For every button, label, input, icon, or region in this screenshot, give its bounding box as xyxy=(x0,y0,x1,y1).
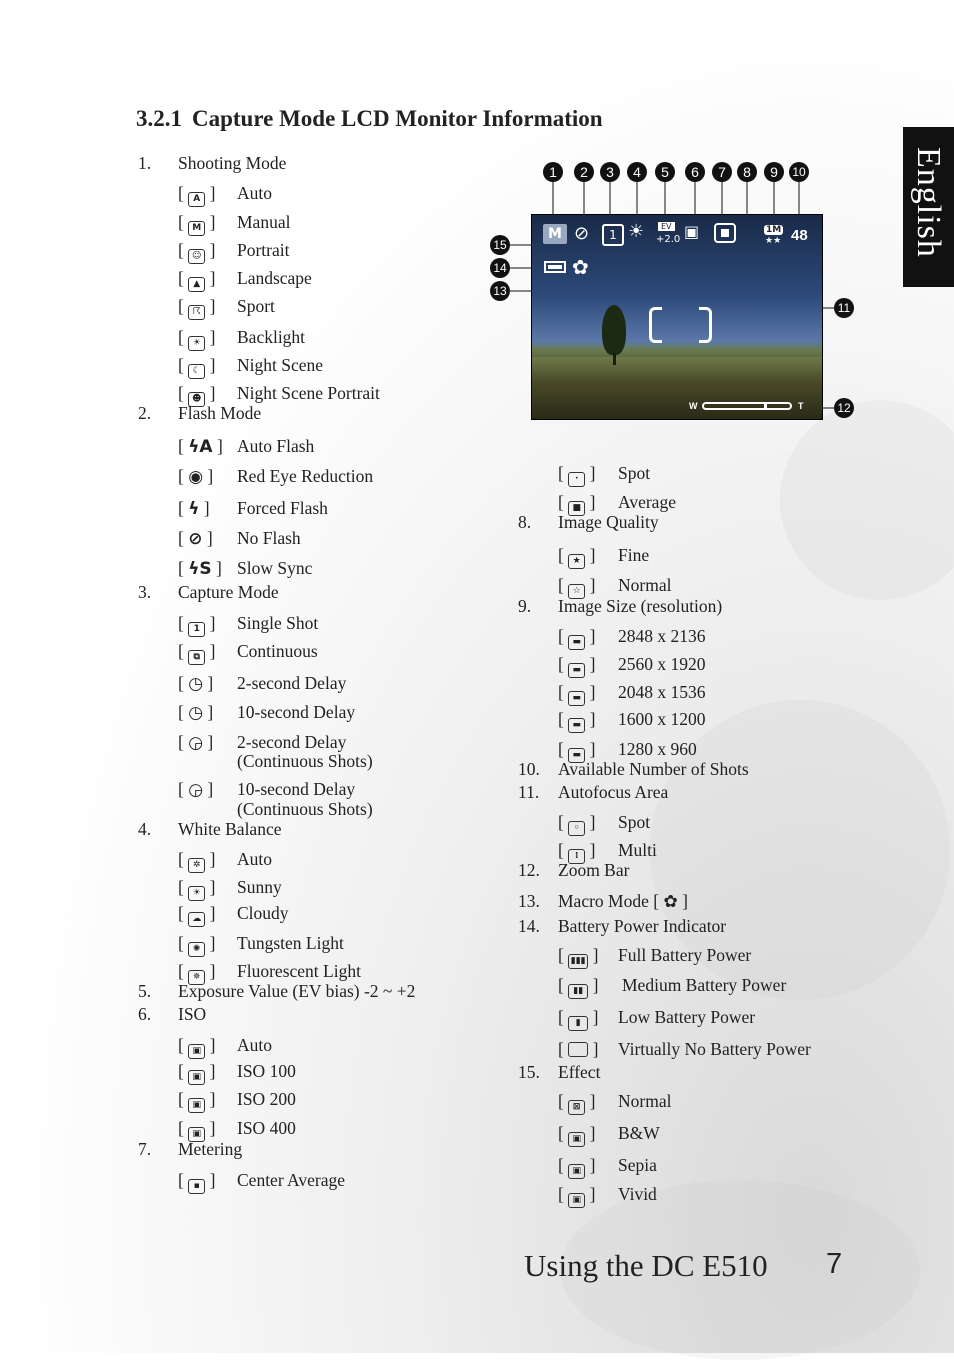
list-item: (Continuous Shots) xyxy=(237,799,373,819)
battery-icon xyxy=(544,261,566,273)
callout-10: 10 xyxy=(789,162,809,182)
section-title: Flash Mode xyxy=(178,403,262,423)
list-item: (Continuous Shots) xyxy=(237,751,373,771)
ev-label: EV xyxy=(658,222,675,231)
list-item: Portrait xyxy=(237,240,290,260)
list-item: 2-second Delay xyxy=(237,732,347,752)
iso-100-icon: [ ▣ ] xyxy=(178,1061,215,1085)
effect-vivid-icon: [ ▣ ] xyxy=(558,1184,595,1208)
af-bracket-right-icon xyxy=(699,307,712,343)
list-item: Fine xyxy=(618,545,650,565)
wb-sunny-icon: [ ☀ ] xyxy=(178,877,215,901)
list-item: Normal xyxy=(618,1091,672,1111)
self-timer-10s-icon: [ ◷ ] xyxy=(178,702,214,723)
list-item: Center Average xyxy=(237,1170,346,1190)
single-shot-icon: [ 1 ] xyxy=(178,613,215,637)
callout-12: 12 xyxy=(834,398,854,418)
effect-normal-icon: [ ⊠ ] xyxy=(558,1091,595,1115)
list-item: Low Battery Power xyxy=(618,1007,756,1027)
no-flash-icon: ⊘ xyxy=(574,223,590,244)
list-item: Full Battery Power xyxy=(618,945,752,965)
size-2m-icon: [ ▬ ] xyxy=(558,709,595,733)
zoom-wide-label: W xyxy=(689,401,698,411)
macro-mode-label: Macro Mode [ xyxy=(558,891,660,911)
section-title: Effect xyxy=(558,1062,601,1082)
list-item: Night Scene xyxy=(237,355,324,375)
zoom-bar xyxy=(702,402,792,410)
callout-11: 11 xyxy=(834,298,854,318)
callout-6: 6 xyxy=(685,162,705,182)
section-title: Metering xyxy=(178,1139,243,1159)
mode-night-scene-icon: [ ☾ ] xyxy=(178,355,215,379)
section-number: 13. xyxy=(518,891,540,911)
callout-9: 9 xyxy=(764,162,784,182)
auto-flash-icon: [ ϟA ] xyxy=(178,436,223,457)
continuous-icon: [ ⧉ ] xyxy=(178,641,215,665)
mode-auto-icon: [ A ] xyxy=(178,183,215,207)
callout-8: 8 xyxy=(737,162,757,182)
size-6m-icon: [ ▬ ] xyxy=(558,626,595,650)
list-item: Cloudy xyxy=(237,903,289,923)
list-item: Slow Sync xyxy=(237,558,313,578)
section-title: Autofocus Area xyxy=(558,782,669,802)
effect-sepia-icon: [ ▣ ] xyxy=(558,1155,595,1179)
list-item: 10-second Delay xyxy=(237,779,356,799)
list-item: 2560 x 1920 xyxy=(618,654,706,674)
list-item: Single Shot xyxy=(237,613,319,633)
mode-manual-icon: [ M ] xyxy=(178,212,215,236)
quality-normal-icon: [ ☆ ] xyxy=(558,575,595,599)
list-item: Multi xyxy=(618,840,657,860)
slow-sync-icon: [ ϟS ] xyxy=(178,558,222,579)
callout-4: 4 xyxy=(627,162,647,182)
section-number: 1. xyxy=(138,153,152,173)
list-item: Auto Flash xyxy=(237,436,315,456)
section-title: Capture Mode LCD Monitor Information xyxy=(192,106,603,131)
wb-icon: ☀ xyxy=(628,221,645,242)
list-item: Vivid xyxy=(618,1184,657,1204)
section-title: Image Size (resolution) xyxy=(558,596,723,616)
lcd-screen xyxy=(531,214,823,420)
wb-tungsten-icon: [ ✺ ] xyxy=(178,933,215,957)
section-title: Battery Power Indicator xyxy=(558,916,727,936)
iso-icon: ▣ xyxy=(684,222,700,241)
section-title: Exposure Value (EV bias) -2 ~ +2 xyxy=(178,981,416,1001)
section-title: Shooting Mode xyxy=(178,153,287,173)
list-item: Average xyxy=(618,492,676,512)
callout-7: 7 xyxy=(712,162,732,182)
callout-15: 15 xyxy=(490,235,510,255)
list-item: Tungsten Light xyxy=(237,933,344,953)
list-item: Red Eye Reduction xyxy=(237,466,374,486)
list-item: Sunny xyxy=(237,877,282,897)
list-item: Fluorescent Light xyxy=(237,961,361,981)
section-title: Image Quality xyxy=(558,512,659,532)
list-item: B&W xyxy=(618,1123,660,1143)
section-heading xyxy=(136,106,603,132)
list-item: Sport xyxy=(237,296,275,316)
list-item: 2848 x 2136 xyxy=(618,626,706,646)
list-item: 10-second Delay xyxy=(237,702,356,722)
section-number: 5. xyxy=(138,981,152,1001)
size-1m-icon: [ ▬ ] xyxy=(558,739,595,763)
section-number: 7. xyxy=(138,1139,152,1159)
mode-portrait-icon: [ ☺ ] xyxy=(178,240,215,264)
wb-auto-icon: [ ✲ ] xyxy=(178,849,215,873)
no-flash-icon: [ ⊘ ] xyxy=(178,528,213,549)
section-title: ISO xyxy=(178,1004,207,1024)
section-number: 4. xyxy=(138,819,152,839)
battery-full-icon: [ ▮▮▮ ] xyxy=(558,945,598,969)
section-number: 11. xyxy=(518,782,540,802)
forced-flash-icon: [ ϟ ] xyxy=(178,498,210,519)
zoom-tele-label: T xyxy=(798,401,804,411)
list-item: 1600 x 1200 xyxy=(618,709,706,729)
list-item: Spot xyxy=(618,812,651,832)
section-title: Macro Mode [ ✿ ] xyxy=(558,891,688,912)
battery-medium-icon: [ ▮▮ ] xyxy=(558,975,598,999)
list-item: Auto xyxy=(237,183,272,203)
section-title: Available Number of Shots xyxy=(558,759,749,779)
section-number: 15. xyxy=(518,1062,540,1082)
section-number: 3. xyxy=(138,582,152,602)
section-title: Capture Mode xyxy=(178,582,279,602)
callout-3: 3 xyxy=(600,162,620,182)
macro-icon: ✿ xyxy=(663,892,678,912)
metering-icon xyxy=(714,223,736,243)
list-item: Sepia xyxy=(618,1155,657,1175)
list-item: ISO 100 xyxy=(237,1061,296,1081)
iso-auto-icon: [ ▣ ] xyxy=(178,1035,215,1059)
wb-cloudy-icon: [ ☁ ] xyxy=(178,903,215,927)
list-item: ISO 400 xyxy=(237,1118,296,1138)
list-item: No Flash xyxy=(237,528,301,548)
mode-sport-icon: [ ☈ ] xyxy=(178,296,215,320)
mode-night-portrait-icon: [ ☻ ] xyxy=(178,383,215,407)
section-number: 3.2.1 xyxy=(136,106,182,131)
callout-1: 1 xyxy=(543,162,563,182)
callout-13: 13 xyxy=(490,281,510,301)
metering-average-icon: [ ■ ] xyxy=(558,492,595,516)
list-item: Auto xyxy=(237,849,272,869)
list-item: Virtually No Battery Power xyxy=(618,1039,811,1059)
zoom-marker xyxy=(764,402,767,410)
list-item: ISO 200 xyxy=(237,1089,296,1109)
size-3m-icon: [ ▬ ] xyxy=(558,682,595,706)
iso-400-icon: [ ▣ ] xyxy=(178,1118,215,1142)
mode-backlight-icon: [ ☀ ] xyxy=(178,327,215,351)
section-number: 9. xyxy=(518,596,532,616)
af-bracket-left-icon xyxy=(649,307,662,343)
metering-center-icon: [ ▪ ] xyxy=(178,1170,215,1194)
list-item: Landscape xyxy=(237,268,312,288)
single-shot-icon: 1 xyxy=(602,224,624,246)
list-item: Manual xyxy=(237,212,291,232)
footer-title: Using the DC E510 xyxy=(524,1248,768,1283)
self-timer-10s-continuous-icon: [ ◶ ] xyxy=(178,779,214,800)
size-5m-icon: [ ▬ ] xyxy=(558,654,595,678)
self-timer-2s-icon: [ ◷ ] xyxy=(178,673,214,694)
callout-14: 14 xyxy=(490,258,510,278)
section-number: 6. xyxy=(138,1004,152,1024)
battery-empty-icon: [ ] xyxy=(558,1039,599,1059)
af-multi-icon: [ ⁞ ] xyxy=(558,840,595,864)
quality-stars-icon: ★★ xyxy=(765,236,782,246)
list-item: Continuous xyxy=(237,641,318,661)
section-number: 8. xyxy=(518,512,532,532)
section-title: White Balance xyxy=(178,819,282,839)
ev-value: +2.0 xyxy=(656,234,681,245)
list-item: Spot xyxy=(618,463,651,483)
wb-fluorescent-icon: [ ✵ ] xyxy=(178,961,215,985)
quality-fine-icon: [ ★ ] xyxy=(558,545,595,569)
section-number: 12. xyxy=(518,860,540,880)
list-item: Medium Battery Power xyxy=(622,975,787,995)
list-item: Forced Flash xyxy=(237,498,328,518)
list-item: 2048 x 1536 xyxy=(618,682,706,702)
af-spot-icon: [ ◦ ] xyxy=(558,812,595,836)
callout-2: 2 xyxy=(574,162,594,182)
tree-trunk-image xyxy=(613,353,616,365)
list-item: Night Scene Portrait xyxy=(237,383,380,403)
list-item: Normal xyxy=(618,575,672,595)
macro-icon: ✿ xyxy=(572,255,589,279)
iso-200-icon: [ ▣ ] xyxy=(178,1089,215,1113)
callout-5: 5 xyxy=(655,162,675,182)
metering-spot-icon: [ · ] xyxy=(558,463,595,487)
red-eye-icon: [ ◉ ] xyxy=(178,466,214,487)
page-number: 7 xyxy=(826,1248,843,1280)
list-item: Backlight xyxy=(237,327,306,347)
list-item: 1280 x 960 xyxy=(618,739,697,759)
section-number: 14. xyxy=(518,916,540,936)
self-timer-2s-continuous-icon: [ ◶ ] xyxy=(178,732,214,753)
battery-low-icon: [ ▮ ] xyxy=(558,1007,598,1031)
tree-image xyxy=(602,305,626,355)
background-decoration xyxy=(780,400,954,600)
shots-remaining: 48 xyxy=(791,227,808,244)
section-number: 10. xyxy=(518,759,540,779)
language-tab xyxy=(903,127,954,287)
mode-landscape-icon: [ ▲ ] xyxy=(178,268,215,292)
manual-mode-icon: M xyxy=(543,224,567,244)
language-tab-label: English xyxy=(910,147,947,258)
list-item: Auto xyxy=(237,1035,272,1055)
image-size-icon: 1M xyxy=(766,225,782,235)
section-number: 2. xyxy=(138,403,152,423)
effect-bw-icon: [ ▣ ] xyxy=(558,1123,595,1147)
section-title: Zoom Bar xyxy=(558,860,630,880)
list-item: 2-second Delay xyxy=(237,673,347,693)
